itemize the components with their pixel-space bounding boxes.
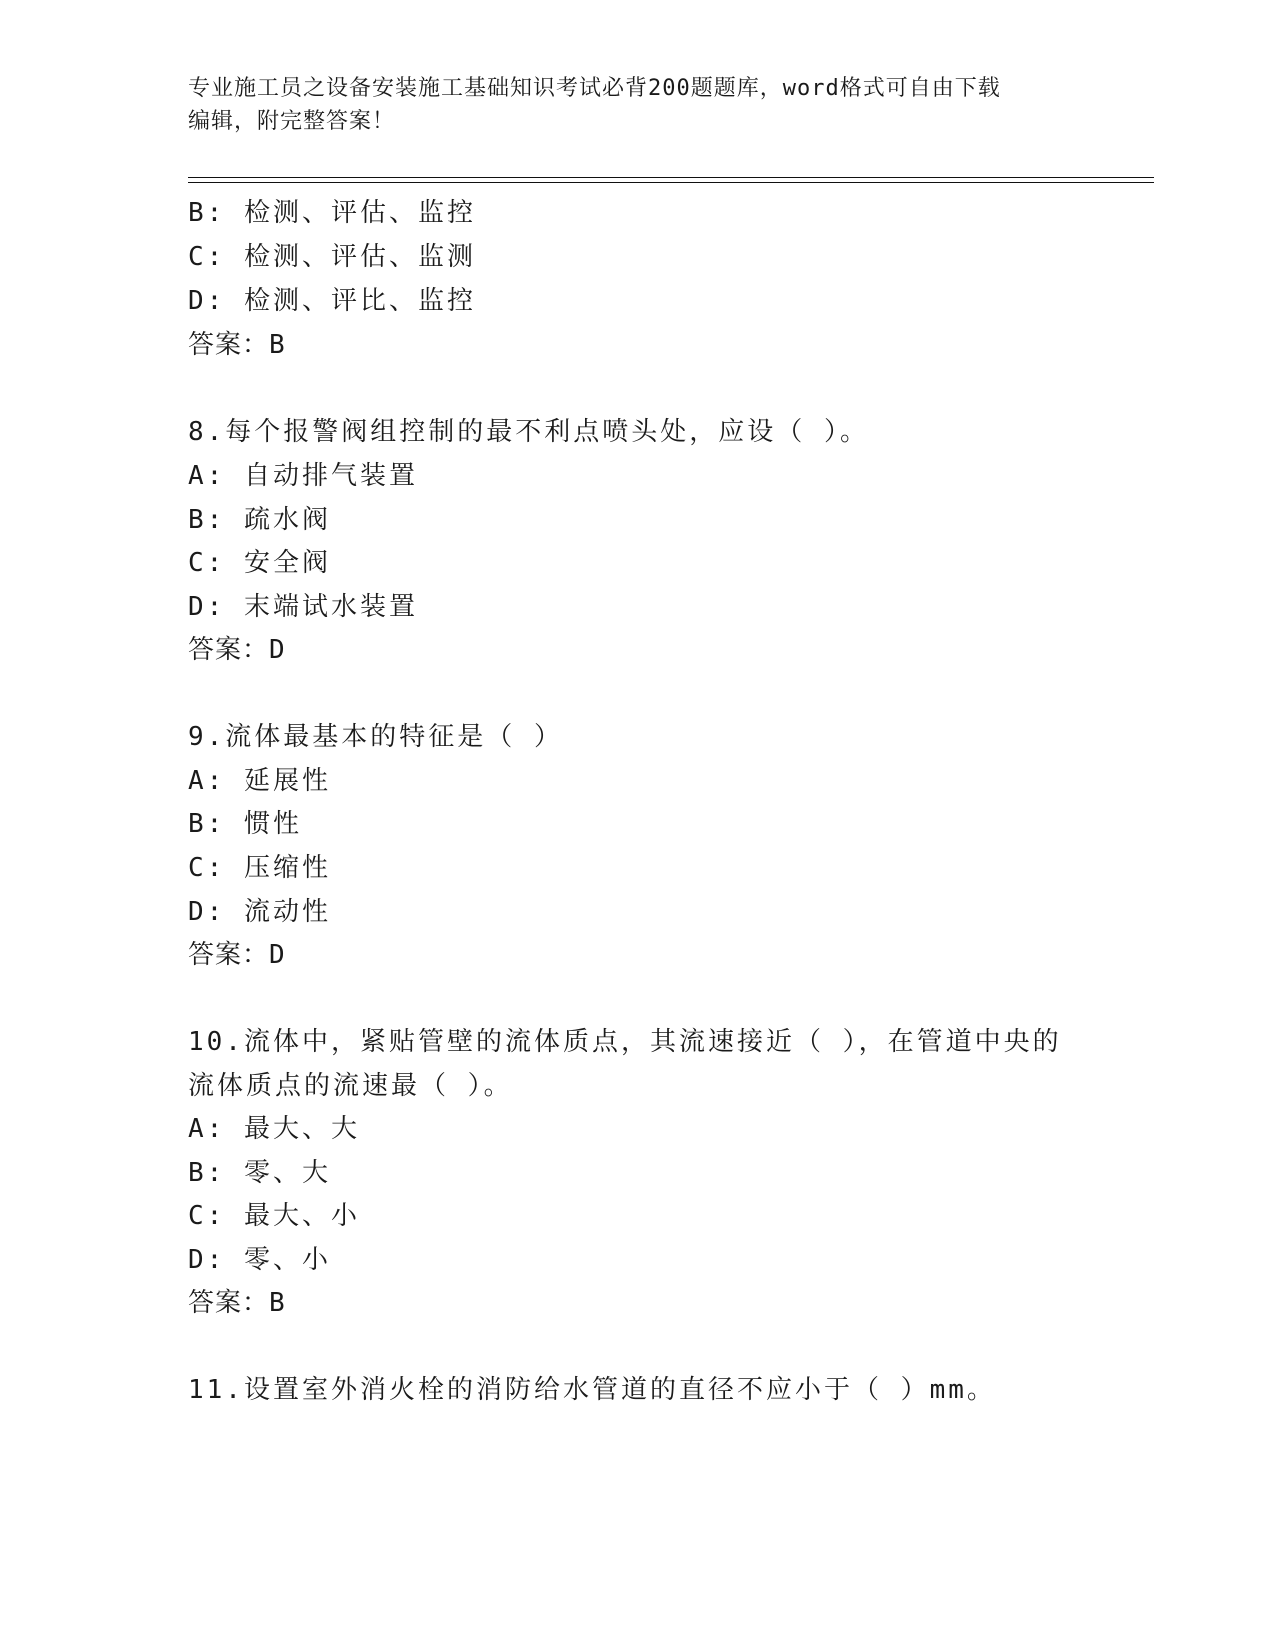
q10-option-d: D: 零、小 [188,1245,331,1275]
q9-option-b: B: 惯性 [188,809,302,839]
q9-answer-value: D [269,940,286,970]
q8-option-a: A: 自动排气装置 [188,461,418,491]
q10-answer [188,1282,1088,1319]
q10-option-a: A: 最大、大 [188,1114,360,1144]
q9-answer [188,934,1088,971]
q7-option-b: B: 检测、评估、监控 [188,198,476,228]
q10-answer-value: B [269,1288,286,1318]
header-divider-top [188,177,1154,178]
header-title-line2: 编辑，附完整答案！ [188,109,396,134]
q8-answer [188,629,1088,666]
q7-answer-label: 答案： [188,330,270,360]
q8-stem: 8.每个报警阀组控制的最不利点喷头处，应设（ ）。 [188,417,869,447]
q7-answer [188,324,1088,361]
header-title-line1: 专业施工员之设备安装施工基础知识考试必背200题题库，word格式可自由下载 [188,76,1001,101]
q10-stem-line1: 10.流体中，紧贴管壁的流体质点，其流速接近（ ），在管道中央的 [188,1027,1062,1057]
header-divider-bottom [188,182,1154,183]
q8-option-b: B: 疏水阀 [188,505,331,535]
q11-stem: 11.设置室外消火栓的消防给水管道的直径不应小于（ ）mm。 [188,1375,996,1405]
q8-option-c: C: 安全阀 [188,548,331,578]
q7-option-d: D: 检测、评比、监控 [188,286,476,316]
q8-option-d: D: 末端试水装置 [188,592,418,622]
q10-option-b: B: 零、大 [188,1158,331,1188]
q9-option-c: C: 压缩性 [188,853,331,883]
q8-answer-value: D [269,635,286,665]
q7-option-c: C: 检测、评估、监测 [188,242,476,272]
q9-option-a: A: 延展性 [188,766,331,796]
q10-option-c: C: 最大、小 [188,1201,360,1231]
q9-option-d: D: 流动性 [188,897,331,927]
q10-stem-line2: 流体质点的流速最（ ）。 [188,1071,513,1101]
q10-answer-label: 答案： [188,1288,270,1318]
q8-answer-label: 答案： [188,635,270,665]
document-header [188,72,1068,138]
q9-answer-label: 答案： [188,940,270,970]
q9-stem: 9.流体最基本的特征是（ ） [188,722,563,752]
q7-answer-value: B [269,330,286,360]
